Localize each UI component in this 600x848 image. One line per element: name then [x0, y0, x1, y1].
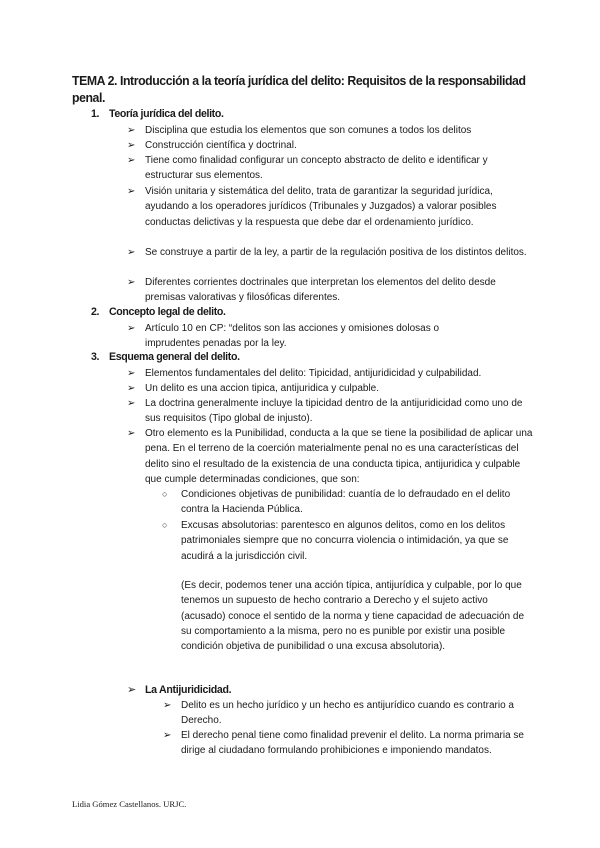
explanatory-note: (Es decir, podemos tener una acción típica, antijurídica y culpable, por lo que tenemos un supuesto de hecho contrario a Derecho y el sujeto activo (acusado) conoce el sentido de la norma y tiene capacidad de adecuación de su comportamiento a la misma, pero no es punible por existir una posible condición objetiva de punibilidad o una excusa absolutoria). — [181, 580, 525, 653]
arrow-bullet-icon: ➢ — [127, 247, 136, 258]
section-title: Teoría jurídica del delito. — [109, 108, 224, 120]
list-item: Condiciones objetivas de punibilidad: cuantía de lo defraudado en el delito contra la Hacienda Pública. — [181, 489, 511, 516]
arrow-bullet-icon: ➢ — [127, 155, 136, 166]
list-item: Delito es un hecho jurídico y un hecho es antijurídico cuando es contrario a Derecho. — [181, 700, 514, 727]
page-footer: Lidia Gómez Castellanos. URJC. — [72, 799, 187, 809]
arrow-bullet-icon: ➢ — [163, 730, 172, 741]
circle-bullet-icon: ○ — [162, 520, 168, 530]
list-item: Disciplina que estudia los elementos que son comunes a todos los delitos — [145, 125, 472, 136]
section-2-heading — [91, 305, 226, 320]
list-item: El derecho penal tiene como finalidad prevenir el delito. La norma primaria se dirige al ciudadano formulando prohibiciones e imponiendo mandatos. — [181, 730, 524, 757]
subsection-heading: La Antijuridicidad. — [145, 684, 232, 696]
list-item: Tiene como finalidad configurar un concepto abstracto de delito e identificar y estructurar sus elementos. — [145, 155, 488, 182]
section-number: 1. — [91, 108, 100, 120]
section-1-heading — [91, 107, 224, 122]
arrow-bullet-icon: ➢ — [127, 398, 136, 409]
circle-bullet-icon: ○ — [162, 489, 168, 499]
section-title: Concepto legal de delito. — [109, 306, 226, 318]
arrow-bullet-icon: ➢ — [127, 140, 136, 151]
list-item: Construcción científica y doctrinal. — [145, 140, 297, 151]
list-item: Visión unitaria y sistemática del delito, trata de garantizar la seguridad jurídica, ayudando a los operadores jurídicos (Tribunales y Juzgados) a valorar posibles conductas delictivas y la respuesta que debe dar el ordenamiento jurídico. — [145, 186, 497, 228]
list-item: Otro elemento es la Punibilidad, conducta a la que se tiene la posibilidad de aplicar una pena. En el terreno de la coerción materialmente penal no es una características del delito sino el resultado de la existencia de una conducta tipica, antijuridica y culpable que cumple determinadas condiciones, que son: — [145, 428, 533, 485]
list-item: Un delito es una accion tipica, antijuridica y culpable. — [145, 383, 380, 394]
arrow-bullet-icon: ➢ — [127, 383, 136, 394]
arrow-bullet-icon: ➢ — [127, 277, 136, 288]
arrow-bullet-icon: ➢ — [127, 368, 136, 379]
list-item: Artículo 10 en CP: “delitos son las acciones y omisiones dolosas o imprudentes penadas por la ley. — [145, 323, 440, 350]
section-number: 2. — [91, 306, 100, 318]
section-title: Esquema general del delito. — [109, 351, 240, 363]
arrow-bullet-icon: ➢ — [127, 323, 136, 334]
arrow-bullet-icon: ➢ — [127, 428, 136, 439]
arrow-bullet-icon: ➢ — [163, 700, 172, 711]
list-item: Excusas absolutorias: parentesco en algunos delitos, como en los delitos patrimoniales siempre que no concurra violencia o intimidación, ya que se acudirá a la jurisdicción civil. — [181, 520, 509, 562]
list-item: La doctrina generalmente incluye la tipicidad dentro de la antijuridicidad como uno de sus requisitos (Tipo global de injusto). — [145, 398, 523, 425]
section-3-heading — [91, 350, 240, 365]
arrow-bullet-icon: ➢ — [127, 186, 136, 197]
arrow-bullet-icon: ➢ — [127, 684, 137, 696]
list-item: Elementos fundamentales del delito: Tipicidad, antijuridicidad y culpabilidad. — [145, 368, 482, 379]
document-title: TEMA 2. Introducción a la teoría jurídica del delito: Requisitos de la responsabilidad penal. — [72, 73, 526, 105]
list-item: Diferentes corrientes doctrinales que interpretan los elementos del delito desde premisas valorativas y filosóficas diferentes. — [145, 277, 496, 304]
section-number: 3. — [91, 351, 100, 363]
list-item: Se construye a partir de la ley, a partir de la regulación positiva de los distintos delitos. — [145, 247, 527, 258]
arrow-bullet-icon: ➢ — [127, 125, 136, 136]
